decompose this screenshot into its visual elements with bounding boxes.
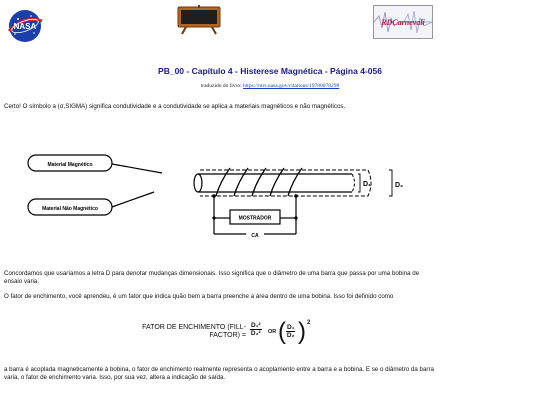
source-prefix: traduzido do livro: <box>200 83 242 89</box>
formula-paren-numerator: D₁ <box>287 324 295 331</box>
formula-label: FATOR DE ENCHIMENTO (FILL-FACTOR) = <box>142 324 246 339</box>
nasa-logo-icon <box>6 7 44 45</box>
svg-text:NASA: NASA <box>13 22 37 31</box>
ca-label: CA <box>251 233 259 239</box>
coil-diagram <box>24 152 414 244</box>
rdcarnevali-logo <box>373 5 433 39</box>
paragraph-1: Certo! O símbolo a (σ,SIGMA) significa condutividade e a condutividade se aplica a materiais magnéticos e não magnéticos. <box>4 103 346 110</box>
formula-paren-denominator: D₂ <box>286 332 295 339</box>
paragraph-2: Concordamos que usaríamos a letra D para denotar mudanças dimensionais. Isso significa que o diâmetro de uma barra que passa por uma bobina de ensaio varia. <box>4 270 420 285</box>
source-line <box>0 83 540 89</box>
formula-fraction <box>250 322 262 337</box>
fill-factor-formula: FATOR DE ENCHIMENTO (FILL-FACTOR) = $\frac{\text{D₁²}}{\text{D₂²}}$ OR ( $\frac{\text{D₁}}{\text{D₂}}$ ) 2 <box>140 320 320 348</box>
d2-label: D₂ <box>395 182 404 189</box>
paragraph-3: O fator de enchimento, você aprendeu, é um fator que indica quão bem a barra preenche a área dentro de uma bobina. Isso foi definido como <box>4 293 394 300</box>
formula-or: OR <box>268 329 277 335</box>
page-title: PB_00 - Capítulo 4 - Histerese Magnética - Página 4-056 <box>158 66 382 76</box>
non-magnetic-material-label: Material Não Magnético <box>42 206 98 212</box>
d1-label: D₁ <box>363 181 371 188</box>
formula-numerator: D₁² <box>251 322 261 329</box>
paragraph-4: a barra é acoplada magneticamente à bobina, o fator de enchimento realmente representa o acoplamento entre a barra e a bobina. E se o diâmetro da barra varia, o fator de enchimento varia. Isso, por sua vez, altera a indicação de saída. <box>4 366 434 381</box>
source-link[interactable]: https://ntrs.nasa.gov/citations/19780078298 <box>243 83 340 89</box>
formula-denominator: D₂² <box>250 330 261 337</box>
formula-exponent: 2 <box>307 320 311 326</box>
nasa-logo <box>6 7 44 45</box>
svg-text:RDCarnevali: RDCarnevali <box>381 18 425 27</box>
display-label: MOSTRADOR <box>238 215 272 222</box>
magnetic-material-label: Material Magnético <box>47 162 93 168</box>
chalkboard-icon <box>176 5 222 35</box>
